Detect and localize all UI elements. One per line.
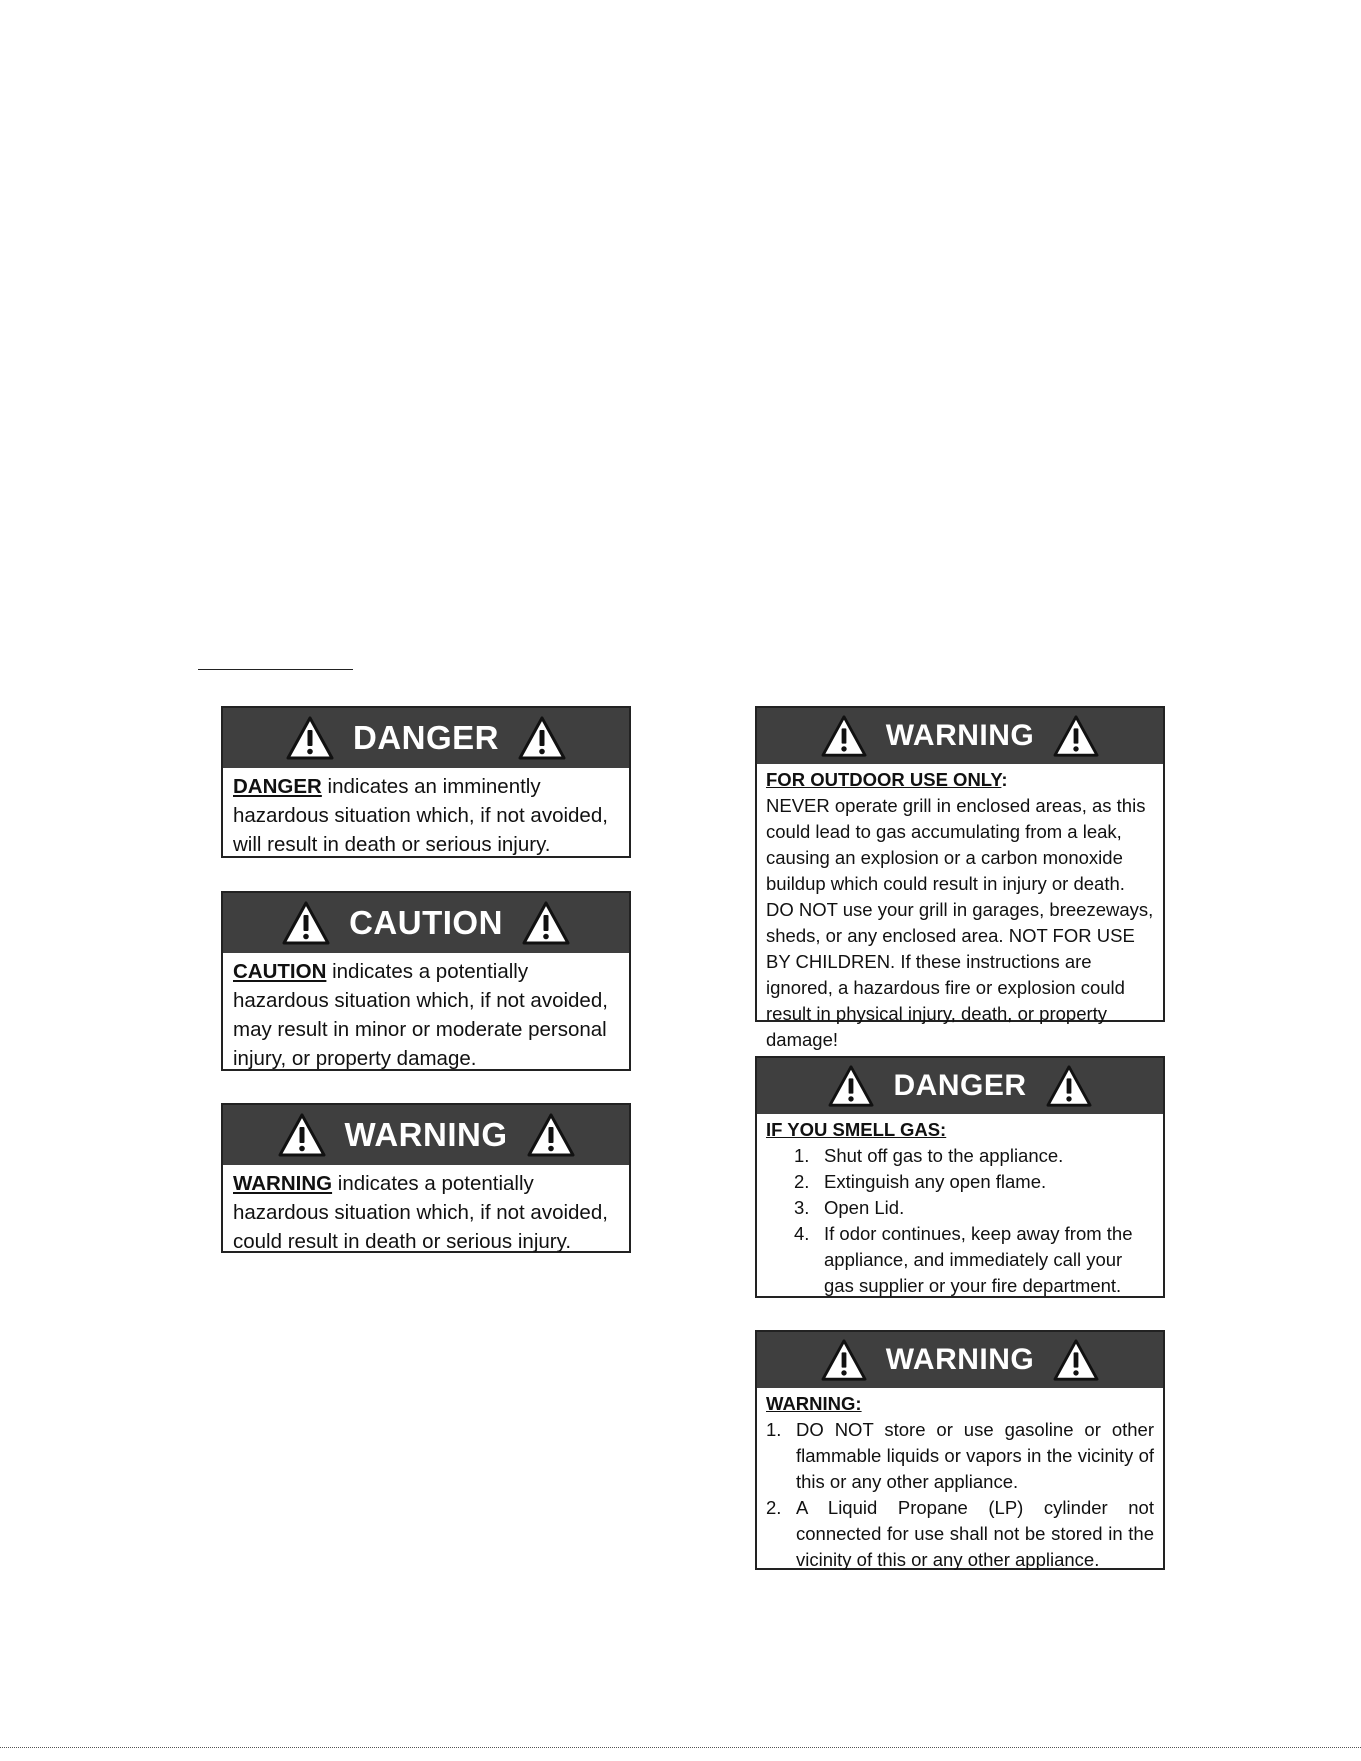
caution-definition-sign bbox=[221, 891, 631, 1071]
sign-title: CAUTION bbox=[349, 904, 503, 941]
warning-triangle-icon bbox=[827, 1064, 875, 1108]
sign-body bbox=[223, 1165, 629, 1260]
sign-header bbox=[757, 1332, 1163, 1388]
warnings-list bbox=[766, 1417, 1154, 1573]
warning-triangle-icon bbox=[820, 1338, 868, 1382]
warning-triangle-icon bbox=[1052, 714, 1100, 758]
sign-heading: FOR OUTDOOR USE ONLY bbox=[766, 769, 1002, 790]
warning-triangle-icon bbox=[1045, 1064, 1093, 1108]
sign-title: WARNING bbox=[885, 719, 1035, 752]
sign-header bbox=[223, 893, 629, 953]
sign-title: DANGER bbox=[893, 1069, 1027, 1102]
heading-colon: : bbox=[1001, 769, 1008, 790]
list-item: 1. Shut off gas to the appliance. bbox=[794, 1145, 1064, 1166]
sign-keyword: DANGER bbox=[233, 775, 322, 798]
sign-body bbox=[757, 1388, 1163, 1576]
warning-triangle-icon bbox=[820, 714, 868, 758]
warning-triangle-icon bbox=[1052, 1338, 1100, 1382]
warning-triangle-icon bbox=[521, 900, 571, 946]
sign-header bbox=[223, 1105, 629, 1165]
sign-title: WARNING bbox=[885, 1343, 1035, 1376]
outdoor-use-warning-sign bbox=[755, 706, 1165, 1050]
section-rule bbox=[198, 669, 353, 670]
warning-triangle-icon bbox=[285, 715, 335, 761]
gas-smell-danger-sign bbox=[755, 1056, 1165, 1298]
list-item: 1. DO NOT store or use gasoline or other flammable liquids or vapors in the vicinity of this or any other appliance. bbox=[766, 1419, 1154, 1492]
page-bottom-rule bbox=[0, 1747, 1361, 1748]
steps-list bbox=[766, 1143, 1154, 1299]
danger-definition-sign bbox=[221, 706, 631, 858]
sign-keyword: WARNING bbox=[233, 1172, 333, 1195]
warning-triangle-icon bbox=[281, 900, 331, 946]
sign-title: WARNING bbox=[344, 1116, 508, 1153]
sign-body bbox=[757, 764, 1163, 1056]
warning-triangle-icon bbox=[517, 715, 567, 761]
storage-warning-sign bbox=[755, 1330, 1165, 1570]
warning-triangle-icon bbox=[277, 1112, 327, 1158]
sign-header bbox=[223, 708, 629, 768]
sign-header bbox=[757, 1058, 1163, 1114]
sign-text: indicates a potentially hazardous situation which, if not avoided, may result in minor or moderate personal injury, or property damage. bbox=[233, 960, 608, 1070]
sign-header bbox=[757, 708, 1163, 764]
list-item: 4. If odor continues, keep away from the appliance, and immediately call your gas supplier or your fire department. bbox=[794, 1223, 1133, 1296]
warning-triangle-icon bbox=[526, 1112, 576, 1158]
sign-text: indicates an imminently hazardous situation which, if not avoided, will result in death or serious injury. bbox=[233, 775, 608, 856]
sign-title: DANGER bbox=[352, 719, 499, 756]
warning-definition-sign bbox=[221, 1103, 631, 1253]
sign-heading: WARNING: bbox=[766, 1393, 862, 1414]
sign-text: NEVER operate grill in enclosed areas, as this could lead to gas accumulating from a leak, causing an explosion or a carbon monoxide buildup which could result in injury or death. DO NOT use your grill in garages, breezeways, sheds, or any enclosed area. NOT FOR USE BY CHILDREN. If these instructions are ignored, a hazardous fire or explosion could result in physical injury, death, or property damage! bbox=[766, 795, 1154, 1050]
list-item: 2. Extinguish any open flame. bbox=[794, 1171, 1047, 1192]
list-item: 2. A Liquid Propane (LP) cylinder not connected for use shall not be stored in the vicinity of this or any other appliance. bbox=[766, 1497, 1154, 1570]
sign-heading: IF YOU SMELL GAS: bbox=[766, 1119, 947, 1140]
sign-body bbox=[757, 1114, 1163, 1302]
sign-keyword: CAUTION bbox=[233, 960, 327, 983]
sign-text: indicates a potentially hazardous situation which, if not avoided, could result in death or serious injury. bbox=[233, 1172, 608, 1253]
sign-body bbox=[223, 768, 629, 863]
list-item: 3. Open Lid. bbox=[794, 1197, 905, 1218]
sign-body bbox=[223, 953, 629, 1077]
